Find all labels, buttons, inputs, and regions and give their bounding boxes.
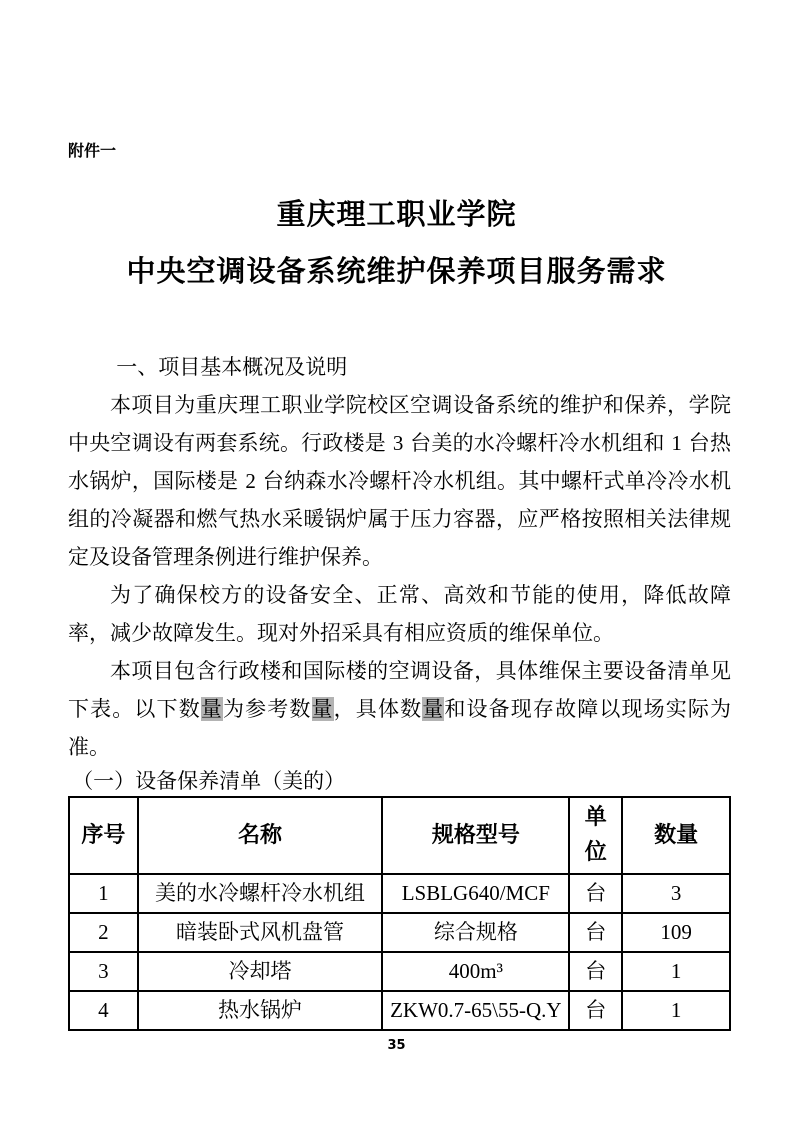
- table-cell: 1: [69, 874, 138, 913]
- equipment-list-heading: （一）设备保养清单（美的）: [72, 769, 346, 793]
- table-row: [69, 913, 730, 952]
- table-row: [69, 952, 730, 991]
- table-cell: 冷却塔: [138, 952, 383, 991]
- highlighted-text: 量: [200, 697, 223, 721]
- paragraphs: [68, 386, 731, 766]
- table-cell: 3: [69, 952, 138, 991]
- table-cell: 台: [569, 952, 622, 991]
- table-header-cell: [138, 797, 383, 874]
- table-header-cell: [569, 797, 622, 874]
- document-title-line-1: 重庆理工职业学院: [276, 197, 517, 231]
- text-segment: 为了确保校方的设备安全、正常、高效和节能的使用，降低故障率，减少故障发生。现对外招采具有相应资质的维保单位。: [68, 583, 731, 645]
- text-segment: 1: [671, 431, 682, 455]
- text-segment: 本项目为重庆理工职业学院校区空调设备系统的维护和保养，学院中央空调设有两套系统。行政楼是: [68, 393, 731, 455]
- table-cell: 4: [69, 991, 138, 1030]
- text-segment: 台纳森水冷螺杆冷水机组。其中螺杆式单冷冷水机组的冷凝器和燃气热水采暖锅炉属于压力容器，应严格按照相关法律规定及设备管理条例进行维护保养。: [68, 469, 731, 569]
- text-segment: 3: [392, 431, 404, 455]
- table-row: [69, 874, 730, 913]
- table-header-cell: [622, 797, 730, 874]
- table-cell: 2: [69, 913, 138, 952]
- text-segment: 台热水锅炉，国际楼是: [68, 431, 731, 493]
- table-cell: ZKW0.7-65\55-Q.Y: [382, 991, 569, 1030]
- equipment-table-header-row: [69, 797, 730, 874]
- document-title-line-2: 中央空调设备系统维护保养项目服务需求: [126, 254, 667, 288]
- paragraph: [68, 576, 731, 652]
- table-cell: 暗装卧式风机盘管: [138, 913, 383, 952]
- table-header-label: 数量: [654, 823, 699, 848]
- attachment-label: 附件一: [68, 141, 117, 160]
- paragraph: [68, 652, 731, 766]
- table-cell: 3: [622, 874, 730, 913]
- table-row: [69, 991, 730, 1030]
- equipment-table: [68, 796, 731, 1031]
- table-cell: 台: [569, 991, 622, 1030]
- section-heading: 一、项目基本概况及说明: [116, 355, 348, 379]
- table-cell: 综合规格: [382, 913, 569, 952]
- text-segment: 本项目包含行政楼和国际楼的空调设备，具体维保主要设备清单见下表。以下数: [68, 659, 731, 721]
- table-cell: 400m³: [382, 952, 569, 991]
- table-cell: 1: [622, 991, 730, 1030]
- highlighted-text: 量: [422, 697, 445, 721]
- table-header-cell: [69, 797, 138, 874]
- table-header-label: 名称: [238, 823, 283, 848]
- table-cell: 美的水冷螺杆冷水机组: [138, 874, 383, 913]
- table-cell: 台: [569, 913, 622, 952]
- text-segment: 和设备现存故障以现场实际为准。: [68, 697, 732, 759]
- table-header-label: 序号: [81, 823, 126, 848]
- page-number: 35: [387, 1038, 406, 1053]
- text-segment: ，具体数: [333, 697, 423, 721]
- table-cell: LSBLG640/MCF: [382, 874, 569, 913]
- table-header-label: 规格型号: [431, 823, 520, 848]
- table-cell: 1: [622, 952, 730, 991]
- table-header-cell: [382, 797, 569, 874]
- text-segment: 台美的水冷螺杆冷水机组和: [403, 431, 672, 455]
- table-cell: 109: [622, 913, 730, 952]
- paragraph: [68, 386, 731, 576]
- highlighted-text: 量: [311, 697, 334, 721]
- text-segment: 2: [245, 469, 256, 493]
- text-segment: 为参考数: [222, 697, 312, 721]
- table-cell: 热水锅炉: [138, 991, 383, 1030]
- table-header-label: 单位: [584, 805, 607, 865]
- document-body: [68, 348, 731, 1031]
- equipment-table-body: [69, 874, 730, 1030]
- table-cell: 台: [569, 874, 622, 913]
